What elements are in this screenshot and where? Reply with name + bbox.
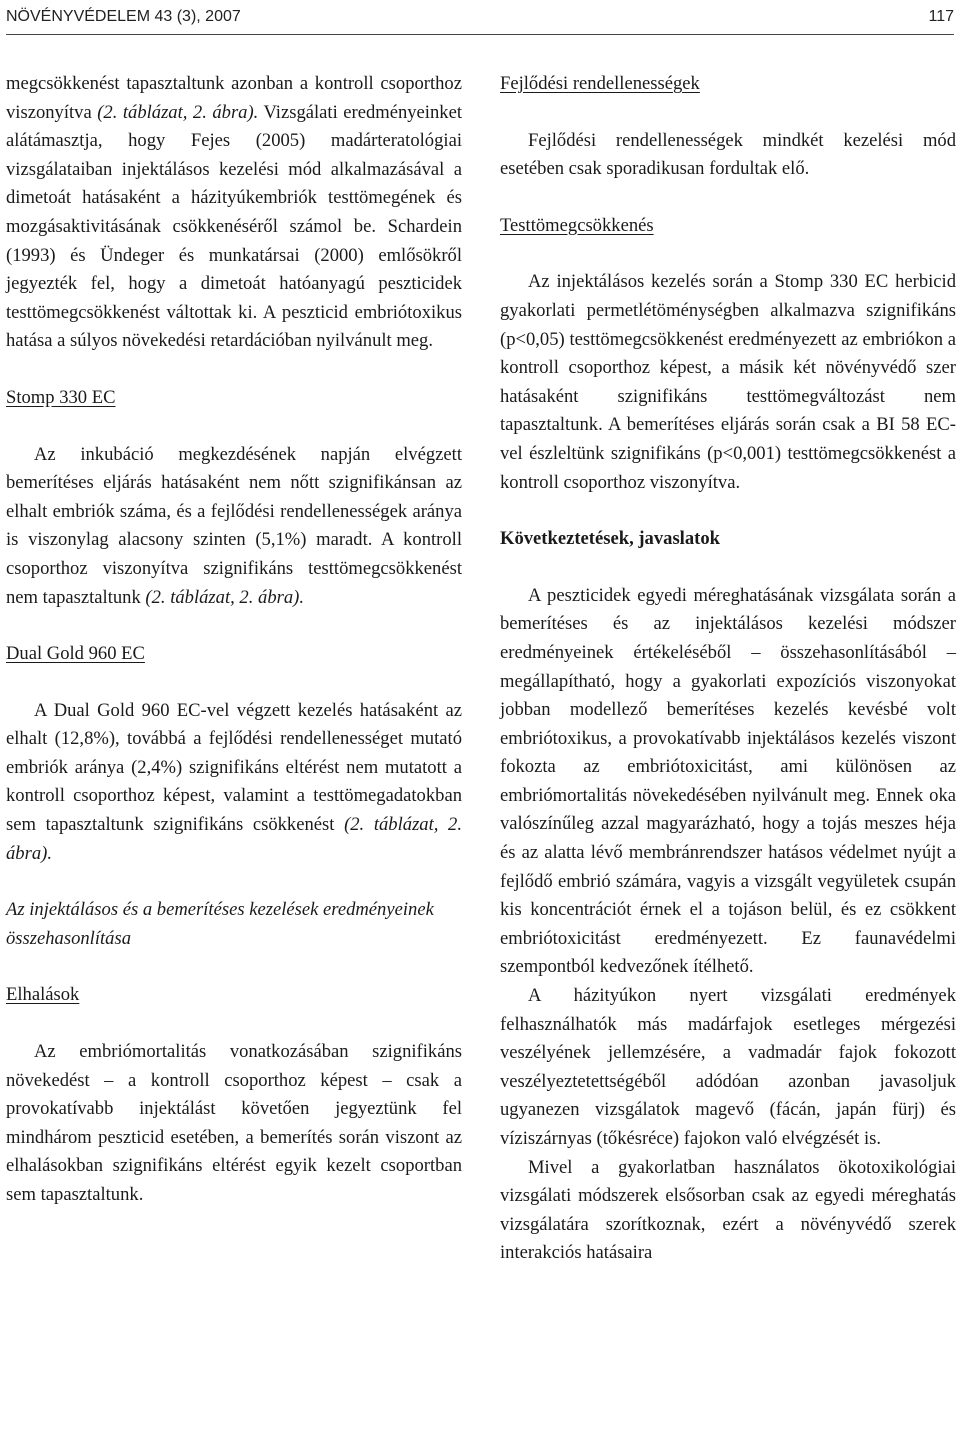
spacer [6, 356, 462, 384]
spacer [500, 554, 956, 582]
table-figure-reference: (2. táblázat, 2. ábra). [97, 101, 259, 123]
paragraph-fejlodesi: Fejlődési rendellenességek mindkét kezelési mód esetében csak sporadikusan fordultak elő. [500, 129, 956, 180]
subheading-elhalasok: Elhalások [6, 984, 80, 1006]
text-run: A Dual Gold 960 EC-vel végzett kezelés hatásaként az elhalt (12,8%), továbbá a fejlődési rendellenességet mutató embriók aránya (2,4%) szignifikáns eltérést nem mutatott a kontroll csoporthoz képest, valamint a testtömegadatokban sem tapasztaltunk szignifikáns csökkenést [6, 699, 462, 836]
paragraph-dual-gold [6, 697, 462, 869]
spacer [6, 868, 462, 896]
spacer [6, 413, 462, 441]
spacer [6, 953, 462, 981]
spacer [6, 669, 462, 697]
paragraph-stomp [6, 441, 462, 613]
paragraph-conclusions-2: A házityúkon nyert vizsgálati eredmények felhasználhatók más madárfajok esetleges mérgezési veszélyének jellemzésére, a vadmadár fajok fokozott veszélyeztetettségéből adódóan azonban javasoljuk ugyanezen vizsgálatok magevő (fácán, japán fürj) és víziszárnyas (tőkésréce) fajokon való elvégzését is. [500, 985, 956, 1149]
paragraph-elhalasok: Az embriómortalitás vonatkozásában szignifikáns növekedést – a kontroll csoporthoz képest – csak a provokatívabb injektálást követően jegyeztünk fel mindhárom peszticid esetében, a bemerítés során viszont az elhalásokban szignifikáns eltérést egyik kezelt csoportban sem tapasztaltunk. [6, 1041, 462, 1205]
subheading-stomp: Stomp 330 EC [6, 386, 116, 408]
header-rule [6, 34, 954, 35]
section-heading-conclusions: Következtetések, javaslatok [500, 528, 720, 550]
spacer [6, 612, 462, 640]
paragraph-continuation [6, 70, 462, 356]
text-run: megcsökkenést tapasztaltunk azonban a kontroll csoporthoz viszonyítva [6, 73, 462, 123]
subheading-dual-gold: Dual Gold 960 EC [6, 643, 145, 665]
running-head [6, 6, 954, 30]
journal-title: NÖVÉNYVÉDELEM 43 (3), 2007 [6, 8, 241, 25]
left-column [6, 70, 462, 1210]
spacer [500, 99, 956, 127]
paragraph-testtomeg: Az injektálásos kezelés során a Stomp 330 EC herbicid gyakorlati permetlétöménységben alkalmazva szignifikáns (p<0,05) testtömegcsökkenést eredményezett az embriókon a kontroll csoporthoz képest, a másik két növényvédő szer hatásaként szignifikáns testtömegváltozást nem tapasztaltunk. A bemerítéses eljárás során csak a BI 58 EC-vel észleltünk szignifikáns (p<0,001) testtömegcsökkenést a kontroll csoporthoz viszonyítva. [500, 271, 956, 493]
right-column [500, 70, 956, 1268]
table-figure-reference: (2. táblázat, 2. ábra). [145, 586, 304, 608]
section-heading-comparison: Az injektálásos és a bemerítéses kezelések eredményeinek összehasonlítása [6, 899, 434, 949]
paragraph-conclusions-1: A peszticidek egyedi méreghatásának vizsgálata során a bemerítéses és az injektálásos kezelési módszer eredményeinek értékeléséből – összehasonlításából – megállapítható, hogy a gyakorlati expozíciós viszonyokat jobban modellező bemerítéses kezelés kevésbé volt embriótoxikus, a provokatívabb injektálásos kezelés viszont fokozta az embriótoxicitást, ami különösen az embriómortalitás növekedésében nyilvánult meg. Ennek oka valószínűleg azzal magyarázható, hogy a tojás meszes héja és az alatta lévő membránrendszer hatásos védelmet nyújt a fejlődő embrió számára, vagyis a vizsgált vegyületek csupán kis koncentrációt érnek el a tojáson belül, és ez csökkent embriótoxicitást eredményezett. Ez faunavédelmi szempontból kedvezőnek ítélhető. [500, 584, 956, 978]
paragraph-conclusions-3: Mivel a gyakorlatban használatos ökotoxikológiai vizsgálati módszerek elsősorban csak az egyedi méreghatás vizsgálatára szorítkoznak, ezért a növényvédő szerek interakciós hatásaira [500, 1156, 956, 1264]
spacer [6, 1010, 462, 1038]
subheading-fejlodesi: Fejlődési rendellenességek [500, 73, 700, 94]
page-number: 117 [928, 8, 954, 25]
spacer [500, 184, 956, 212]
text-run: Az inkubáció megkezdésének napján elvégzett bemerítéses eljárás hatásaként nem nőtt szignifikánsan az elhalt embriók száma, és a fejlődési rendellenességek aránya is viszonylag alacsony szinten (5,1%) maradt. A kontroll csoporthoz viszonyítva szignifikáns testtömegcsökkenést nem tapasztaltunk [6, 443, 462, 608]
spacer [500, 497, 956, 525]
table-figure-reference: (2. táblázat, 2. ábra). [6, 814, 462, 864]
text-run: Vizsgálati eredményeinket alátámasztja, hogy Fejes (2005) madárteratológiai vizsgálataiban injektálásos kezelési mód alkalmazásával a dimetoát hatásaként a házityúkembriók testtömegének és mozgásaktivitásának csökkenéséről számol be. Schardein (1993) és Ündeger és munkatársai (2000) emlősökről jegyezték fel, hogy a dimetoát hatóanyagú peszticidek testtömegcsökkenést váltottak ki. A peszticid embriótoxikus hatása a súlyos növekedési retardációban nyilvánult meg. [6, 101, 462, 352]
spacer [500, 240, 956, 268]
subheading-testtomeg: Testtömegcsökkenés [500, 214, 654, 236]
